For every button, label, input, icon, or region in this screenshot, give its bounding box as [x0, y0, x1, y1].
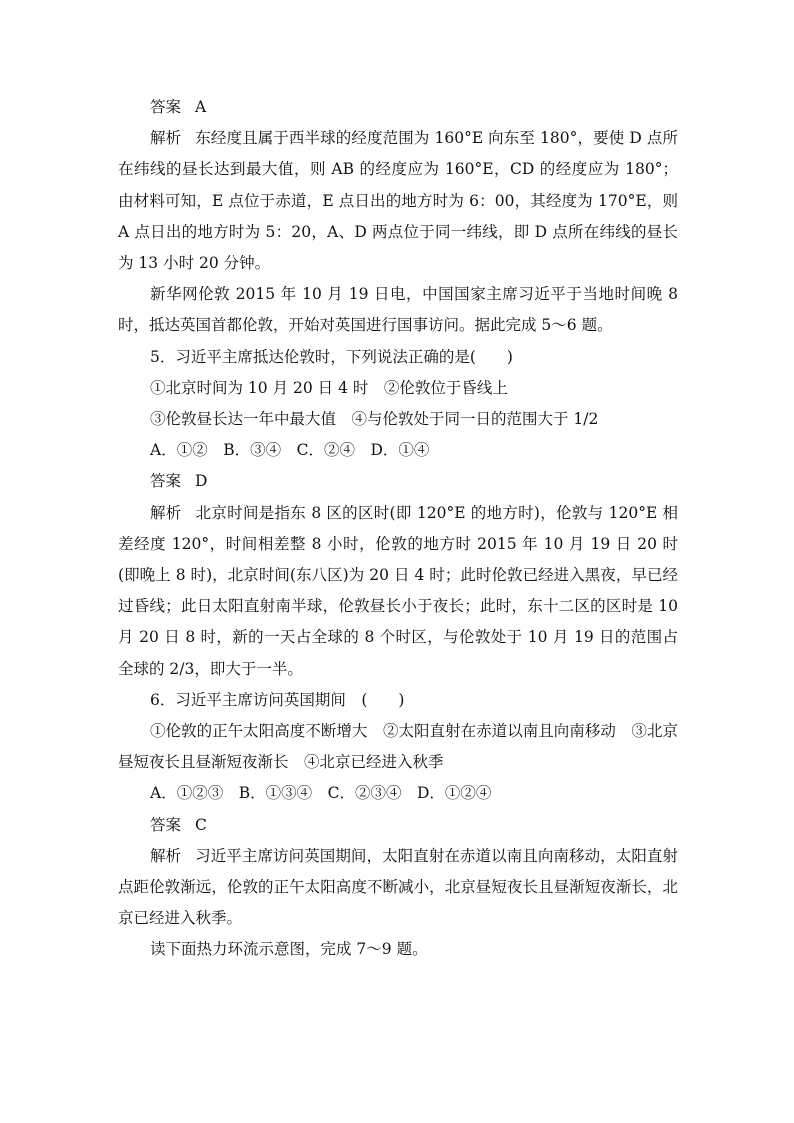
answer-label: 答案	[150, 815, 182, 834]
question-5-options: A．①② B．③④ C．②④ D．①④	[150, 441, 430, 460]
document-body	[118, 92, 678, 966]
answer-line	[118, 92, 678, 123]
analysis-label: 解析	[150, 846, 182, 865]
analysis-paragraph	[118, 841, 678, 935]
answer-value: A	[195, 98, 207, 116]
analysis-paragraph	[118, 498, 678, 685]
answer-value: D	[195, 472, 208, 491]
question-6-options: A．①②③ B．①③④ C．②③④ D．①②④	[150, 784, 492, 803]
analysis-label: 解析	[150, 129, 182, 148]
analysis-text: 北京时间是指东 8 区的区时(即 120°E 的地方时)，伦敦与 120°E 相差经度 120°，时间相差整 8 小时，伦敦的地方时 2015 年 10 月 19 日 20 时(即晚上 8 时)，北京时间(东八区)为 20 日 4 时；此时伦敦已经进入黑夜，早已经过昏线；此日太阳直射南半球，伦敦昼长小于夜长；此时，东十二区的区时是 10 月 20 日 8 时，新的一天占全球的 8 个时区，与伦敦处于 10 月 19 日的范围占全球的 2/3，即大于一半。	[118, 503, 678, 678]
question-6-stem: 6．习近平主席访问英国期间 ( )	[150, 690, 405, 709]
analysis-label: 解析	[150, 503, 182, 522]
question-5-statements-2: ③伦敦昼长达一年中最大值 ④与伦敦处于同一日的范围大于 1/2	[150, 410, 599, 429]
answer-label: 答案	[150, 472, 182, 491]
question-5-stem: 5．习近平主席抵达伦敦时，下列说法正确的是( )	[150, 347, 513, 366]
answer-value: C	[195, 815, 207, 834]
analysis-paragraph	[118, 123, 678, 279]
analysis-text: 东经度且属于西半球的经度范围为 160°E 向东至 180°，要使 D 点所在纬线的昼长达到最大值，则 AB 的经度应为 160°E，CD 的经度应为 180°；由材料可知，E 点位于赤道，E 点日出的地方时为 6：00，其经度为 170°E，则 A 点日出的地方时为 5：20，A、D 两点位于同一纬线，即 D 点所在纬线的昼长为 13 小时 20 分钟。	[118, 129, 678, 273]
question-6-statements: ①伦敦的正午太阳高度不断增大 ②太阳直射在赤道以南且向南移动 ③北京昼短夜长且昼渐短夜渐长 ④北京已经进入秋季	[118, 722, 678, 772]
analysis-text: 习近平主席访问英国期间，太阳直射在赤道以南且向南移动，太阳直射点距伦敦渐远，伦敦的正午太阳高度不断减小，北京昼短夜长且昼渐短夜渐长，北京已经进入秋季。	[118, 846, 678, 928]
material-paragraph: 新华网伦敦 2015 年 10 月 19 日电，中国国家主席习近平于当地时间晚 8 时，抵达英国首都伦敦，开始对英国进行国事访问。据此完成 5～6 题。	[118, 285, 678, 335]
answer-label: 答案	[150, 98, 182, 116]
next-question-intro: 读下面热力环流示意图，完成 7～9 题。	[150, 940, 428, 959]
answer-line	[118, 466, 678, 497]
answer-line	[118, 810, 678, 841]
question-5-statements-1: ①北京时间为 10 月 20 日 4 时 ②伦敦位于昏线上	[150, 378, 508, 397]
